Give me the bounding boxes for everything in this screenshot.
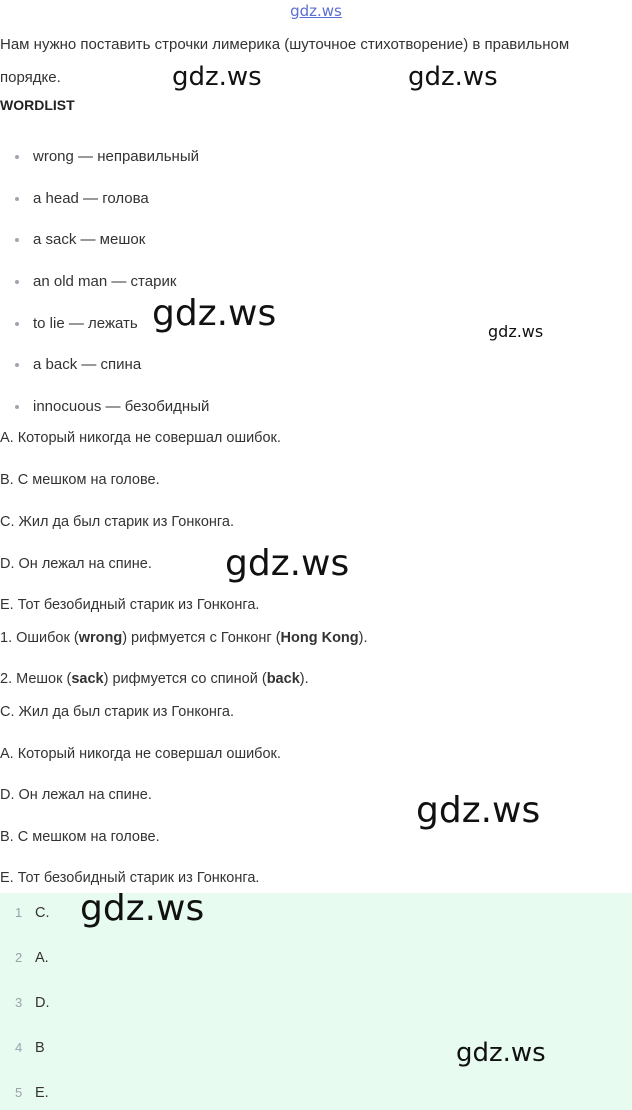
wordlist	[0, 135, 209, 427]
bullet-icon	[15, 322, 19, 326]
answer-value: A.	[35, 950, 49, 966]
answer-value: C.	[35, 905, 50, 921]
watermark: gdz.ws	[80, 888, 205, 929]
sentence-line: D. Он лежал на спине.	[0, 556, 152, 572]
bullet-icon	[15, 280, 19, 284]
sentence-line: A. Который никогда не совершал ошибок.	[0, 746, 281, 762]
word-text: wrong — неправильный	[33, 148, 199, 165]
answer-value: D.	[35, 995, 50, 1011]
intro-text: Нам нужно поставить строчки лимерика (шуточное стихотворение) в правильном порядке.	[0, 36, 570, 86]
answer-number: 2	[15, 950, 23, 965]
list-item	[0, 177, 209, 219]
watermark: gdz.ws	[225, 543, 350, 584]
answer-number: 3	[15, 995, 23, 1010]
watermark[interactable]: gdz.ws	[290, 2, 342, 20]
sentence-line: B. С мешком на голове.	[0, 829, 160, 845]
list-item	[0, 385, 209, 427]
bullet-icon	[15, 197, 19, 201]
wordlist-title: WORDLIST	[0, 97, 75, 113]
word-text: to lie — лежать	[33, 314, 138, 332]
watermark: gdz.ws	[172, 62, 262, 92]
answer-value: B	[35, 1040, 45, 1056]
rhyme-line: 1. Ошибок (wrong) рифмуется с Гонконг (Hong Kong).	[0, 630, 368, 646]
bullet-icon	[15, 363, 19, 367]
sentence-line: C. Жил да был старик из Гонконга.	[0, 704, 234, 720]
bullet-icon	[15, 155, 19, 159]
word-text: a back — спина	[33, 356, 142, 374]
word-text: a head — голова	[33, 189, 149, 207]
rhyme-line: 2. Мешок (sack) рифмуется со спиной (back).	[0, 671, 309, 687]
watermark: gdz.ws	[488, 322, 544, 341]
bullet-icon	[15, 238, 19, 242]
word-text: an old man — старик	[33, 273, 177, 291]
sentence-line: E. Тот безобидный старик из Гонконга.	[0, 870, 260, 886]
sentence-line: C. Жил да был старик из Гонконга.	[0, 514, 234, 530]
watermark: gdz.ws	[408, 62, 498, 92]
list-item	[0, 218, 209, 260]
sentence-line: A. Который никогда не совершал ошибок.	[0, 430, 281, 446]
bullet-icon	[15, 405, 19, 409]
word-text: a sack — мешок	[33, 231, 146, 249]
answer-value: E.	[35, 1085, 49, 1101]
sentence-line: E. Тот безобидный старик из Гонконга.	[0, 597, 260, 613]
watermark: gdz.ws	[152, 293, 277, 334]
sentence-line: B. С мешком на голове.	[0, 472, 160, 488]
word-text: innocuous — безобидный	[33, 398, 210, 416]
list-item	[0, 343, 209, 385]
answer-number: 5	[15, 1085, 23, 1100]
watermark: gdz.ws	[456, 1038, 546, 1068]
list-item	[0, 135, 209, 177]
watermark: gdz.ws	[416, 790, 541, 831]
sentence-line: D. Он лежал на спине.	[0, 787, 152, 803]
answer-number: 1	[15, 905, 23, 920]
answer-number: 4	[15, 1040, 23, 1055]
